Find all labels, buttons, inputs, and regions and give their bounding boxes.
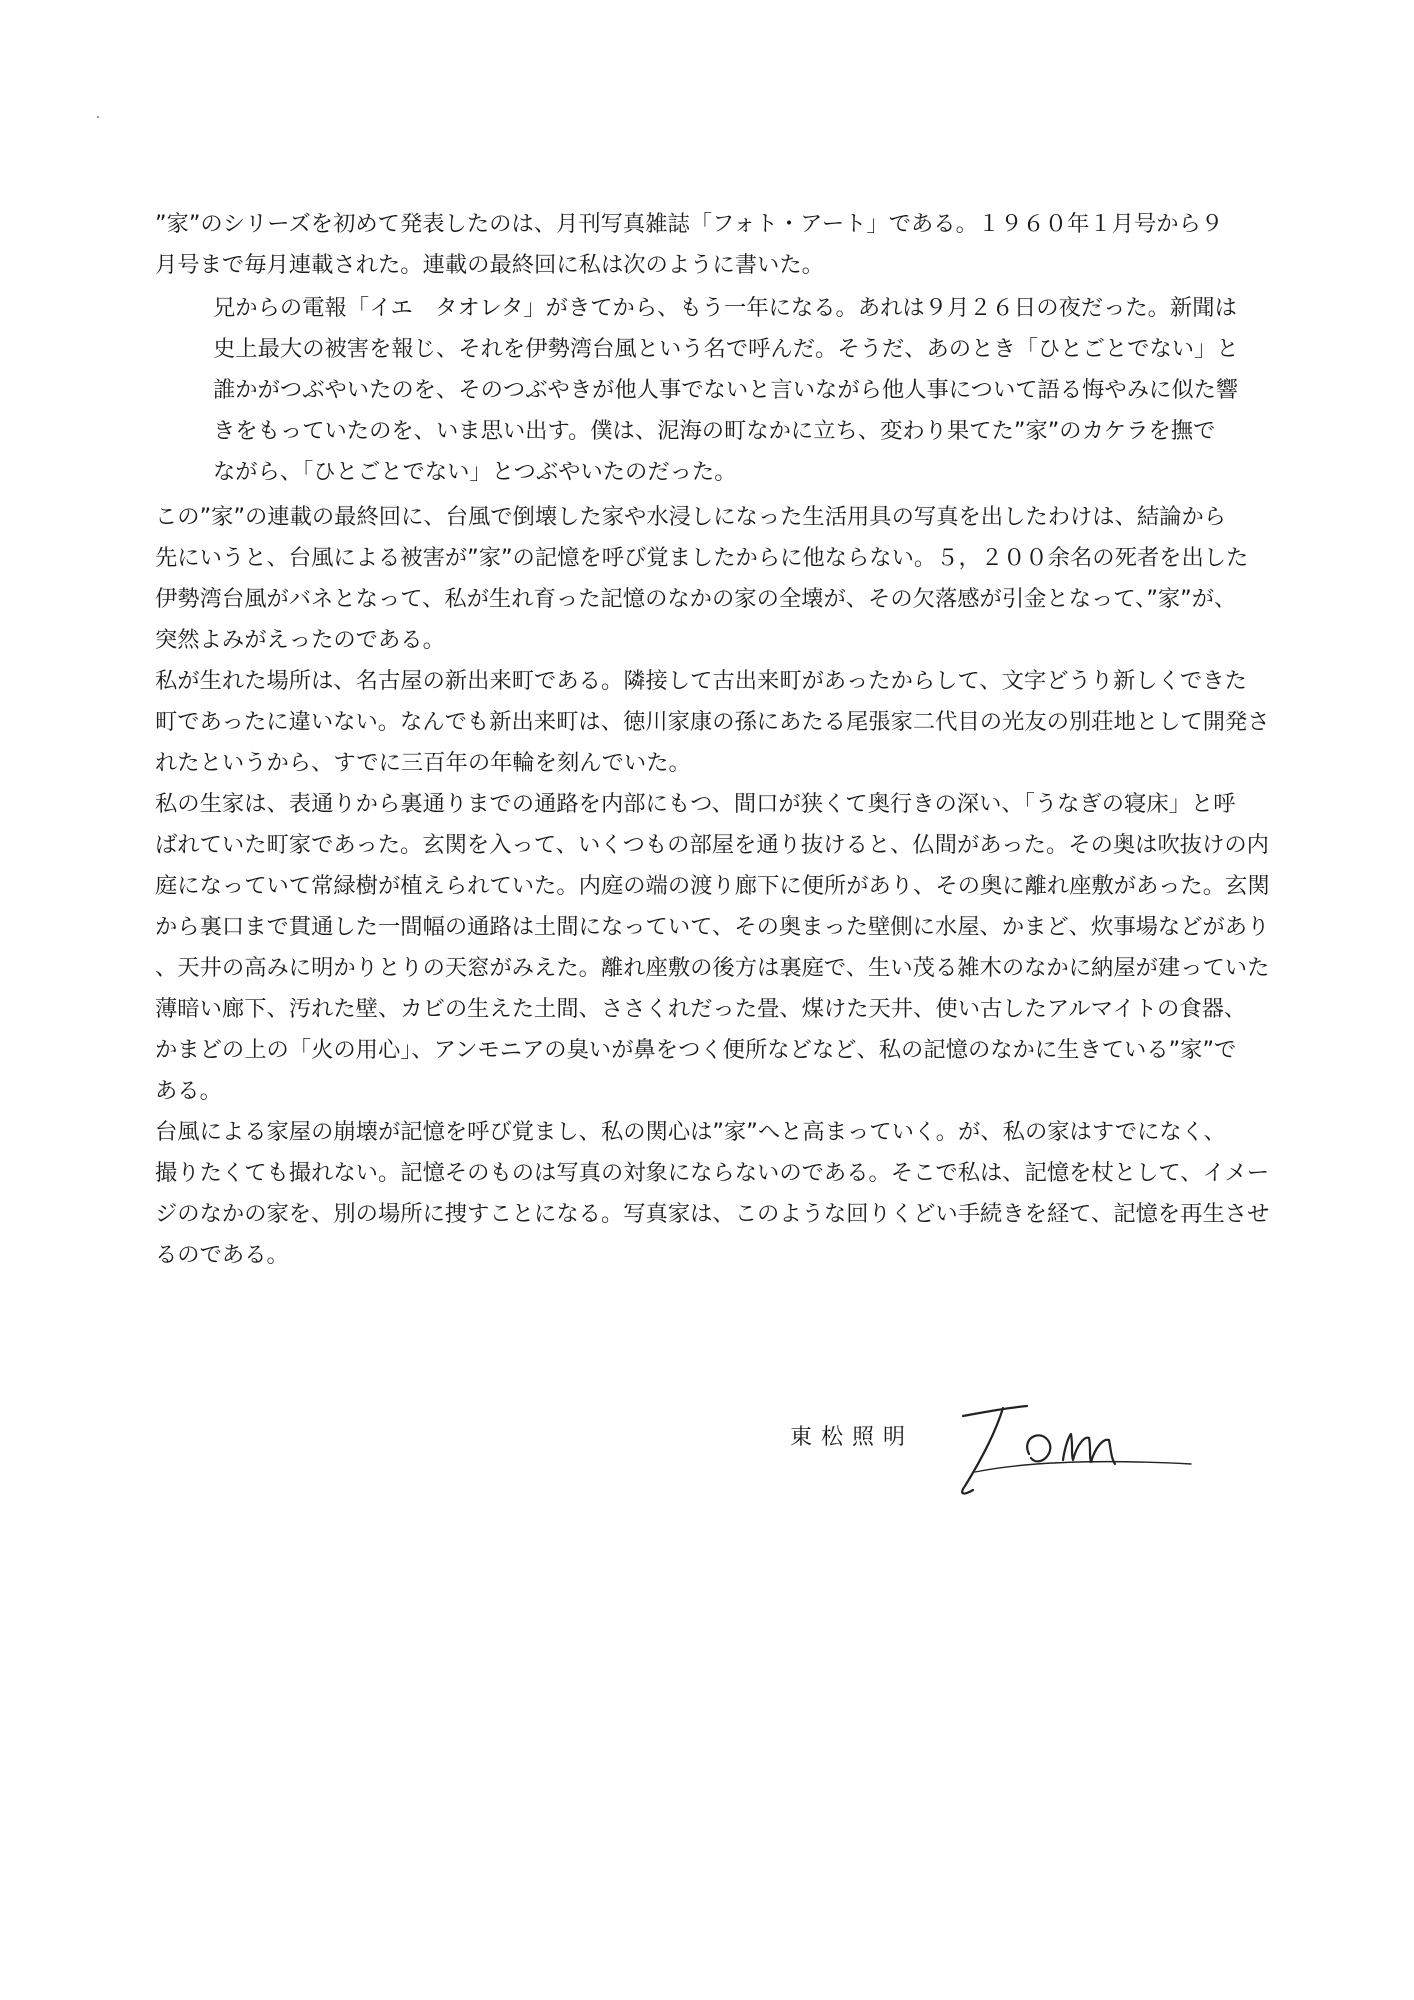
paragraph-3 (155, 497, 1255, 661)
quote-line: 誰かがつぶやいたのを、そのつぶやきが他人事でないと言いながら他人事について語る悔やみに似た響 (213, 377, 1239, 403)
text-line: ”家”のシリーズを初めて発表したのは、月刊写真雑誌「フォト・アート」である。１９６０年１月号から９ (155, 211, 1224, 237)
quote-line: 兄からの電報「イエ タオレタ」がきてから、もう一年になる。あれは９月２６日の夜だった。新聞は (213, 295, 1237, 321)
text-line: 突然よみがえったのである。 (155, 627, 445, 653)
text-line: るのである。 (155, 1242, 289, 1268)
paragraph-5 (155, 784, 1270, 1112)
quote-line: ながら、「ひとごとでない」とつぶやいたのだった。 (213, 459, 737, 485)
text-line: この”家”の連載の最終回に、台風で倒壊した家や水浸しになった生活用具の写真を出したわけは、結論から (155, 504, 1227, 530)
scan-speck (97, 116, 99, 118)
quote-line: 史上最大の被害を報じ、それを伊勢湾台風という名で呼んだ。そうだ、あのとき「ひとごとでない」と (213, 336, 1239, 362)
text-line: ある。 (155, 1078, 222, 1104)
text-line: 私が生れた場所は、名古屋の新出来町である。隣接して古出来町があったからして、文字どうり新しくできた (155, 668, 1247, 694)
paragraph-4 (155, 661, 1270, 784)
text-line: ばれていた町家であった。玄関を入って、いくつもの部屋を通り抜けると、仏間があった。その奥は吹抜けの内 (155, 832, 1269, 858)
quote-line: きをもっていたのを、いま思い出す。僕は、泥海の町なかに立ち、変わり果てた”家”のカケラを撫で (213, 418, 1216, 444)
text-line: 庭になっていて常緑樹が植えられていた。内庭の端の渡り廊下に便所があり、その奥に離れ座敷があった。玄関 (155, 873, 1270, 899)
text-line: 町であったに違いない。なんでも新出来町は、徳川家康の孫にあたる尾張家二代目の光友の別荘地として開発さ (155, 709, 1270, 735)
paragraph-6 (155, 1112, 1270, 1276)
text-line: ジのなかの家を、別の場所に捜すことになる。写真家は、このような回りくどい手続きを経て、記憶を再生させ (155, 1201, 1270, 1227)
text-line: 撮りたくても撮れない。記憶そのものは写真の対象にならないのである。そこで私は、記憶を杖として、イメー (155, 1160, 1270, 1186)
text-line: 私の生家は、表通りから裏通りまでの通路を内部にもつ、間口が狭くて奥行きの深い、「うなぎの寝床」と呼 (155, 791, 1236, 817)
essay-body (155, 204, 1270, 1276)
text-line: 薄暗い廊下、汚れた壁、カビの生えた土間、ささくれだった畳、煤けた天井、使い古したアルマイトの食器、 (155, 996, 1247, 1022)
text-line: かまどの上の「火の用心」、アンモニアの臭いが鼻をつく便所などなど、私の記憶のなかに生きている”家”で (155, 1037, 1237, 1063)
text-line: 月号まで毎月連載された。連載の最終回に私は次のように書いた。 (155, 252, 824, 278)
text-line: れたというから、すでに三百年の年輪を刻んでいた。 (155, 750, 691, 776)
text-line: 台風による家屋の崩壊が記憶を呼び覚まし、私の関心は”家”へと高まっていく。が、私の家はすでになく、 (155, 1119, 1226, 1145)
block-quote (155, 288, 1255, 493)
handwritten-signature (945, 1394, 1195, 1504)
text-line: 先にいうと、台風による被害が”家”の記憶を呼び覚ましたからに他ならない。５，２００余名の死者を出した (155, 545, 1249, 571)
text-line: から裏口まで貫通した一間幅の通路は土間になっていて、その奥まった壁側に水屋、かまど、炊事場などがあり (155, 914, 1270, 940)
text-line: 、天井の高みに明かりとりの天窓がみえた。離れ座敷の後方は裏庭で、生い茂る雑木のなかに納屋が建っていた (155, 955, 1270, 981)
author-name: 東松照明 (790, 1425, 915, 1450)
text-line: 伊勢湾台風がバネとなって、私が生れ育った記憶のなかの家の全壊が、その欠落感が引金となって、”家”が、 (155, 586, 1237, 612)
paragraph-1 (155, 204, 1255, 286)
